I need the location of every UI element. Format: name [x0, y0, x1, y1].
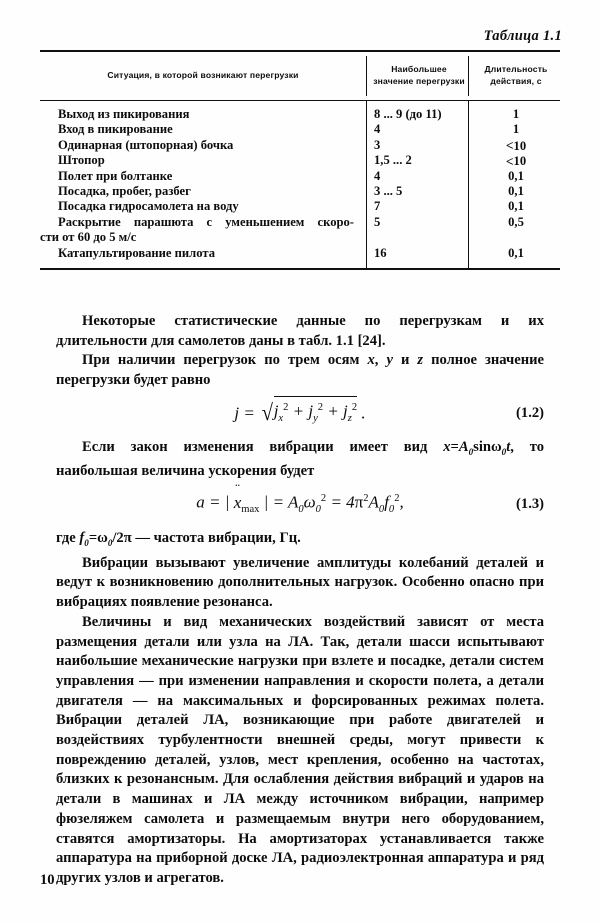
cell-duration: 0,1: [508, 183, 524, 198]
cell-situation: Катапультирование пилота: [58, 245, 216, 260]
radical-sign: √: [261, 400, 274, 426]
page-number: 10: [40, 872, 55, 888]
paragraph-vibration-effects: Вибрации вызывают увеличение амплитуды колебаний деталей и ведут к возникновению дополнительных нагрузок. Особенно опасно при вибрациях появление резонанса.: [56, 554, 544, 611]
table-row: [40, 184, 560, 199]
column-header-situation: Ситуация, в которой возникают перегрузки: [107, 70, 299, 81]
cell-duration: <10: [505, 153, 527, 169]
table-row: [40, 215, 560, 230]
cell-situation: Посадка, пробег, разбег: [58, 183, 191, 198]
table-row: [40, 153, 560, 168]
header-divider-2: [468, 56, 469, 96]
table-row: [40, 169, 560, 184]
cell-duration: 0,1: [508, 245, 524, 260]
table-row: [40, 107, 560, 122]
cell-duration: 0,1: [508, 199, 524, 214]
radical-bar: $j_x^2 + j_y^2 + j_z^2$: [274, 396, 357, 429]
header-divider-1: [366, 56, 367, 96]
paragraph-three-axes: При наличии перегрузок по трем осям x, y и z полное значение перегрузки будет равно: [56, 352, 544, 389]
cell-situation: Одинарная (штопорная) бочка: [58, 137, 234, 152]
cell-situation: Штопор: [58, 153, 105, 168]
formula-1-3-number: (1.3): [516, 496, 544, 513]
table-bottom-rule: [40, 268, 560, 270]
square-root: [259, 398, 357, 431]
column-header-value: Наибольшее значение перегрузки: [373, 64, 465, 86]
cell-value: 5: [374, 214, 381, 229]
paragraph-statistics: Некоторые статистические данные по перегрузкам и их длительности для самолетов даны в табл. 1.1 [24].: [56, 313, 544, 349]
table-caption: Таблица 1.1: [483, 28, 562, 44]
cell-value: 4: [374, 168, 381, 183]
double-dot-accent: ¨ x: [234, 493, 242, 513]
formula-1-2: [56, 398, 544, 432]
cell-value: 3: [374, 137, 381, 152]
cell-duration: 0,5: [508, 214, 524, 229]
table-row: [40, 199, 560, 214]
cell-value: 4: [374, 122, 381, 137]
cell-situation: Посадка гидросамолета на воду: [58, 199, 239, 214]
less-than-symbol: <: [505, 153, 514, 169]
cell-duration: 1: [512, 107, 520, 121]
cell-duration: <10: [505, 138, 527, 154]
formula-1-3-expression: a = | ¨ $x_{max}$ | = $A_0\omega_0^2 = 4\pi^2A_0f_0^2$,: [56, 489, 544, 520]
cell-duration: 0,1: [508, 168, 524, 183]
data-table: [40, 50, 560, 270]
cell-duration: 1: [512, 122, 520, 137]
cell-situation-continued: сти от 60 до 5 м/с: [40, 230, 137, 245]
cell-value: 7: [374, 199, 381, 214]
body-text-column: [56, 312, 544, 889]
paragraph-vibration-law: Если закон изменения вибрации имеет вид $x=A_0\sin\omega_0t$, то наибольшая величина ускорения будет: [56, 438, 545, 480]
cell-situation: Вход в пикирование: [58, 122, 173, 137]
less-than-symbol: <: [505, 138, 514, 154]
cell-value: 1,5 ... 2: [374, 153, 412, 168]
table-body: [40, 101, 560, 268]
paragraph-frequency-note: где $f_0=\omega_0/2\pi$ — частота вибрации, Гц.: [56, 530, 301, 549]
table-header-row: [40, 52, 560, 100]
cell-situation: Полет при болтанке: [58, 168, 173, 183]
cell-value: 16: [374, 245, 387, 260]
table-row: [40, 122, 560, 137]
cell-situation: Раскрытие парашюта с уменьшением скоро-: [58, 214, 354, 229]
formula-1-3: [56, 489, 544, 523]
cell-situation: Выход из пикирования: [58, 107, 190, 121]
column-header-duration: Длительность действия, с: [484, 64, 548, 86]
table-row: [40, 138, 560, 153]
formula-1-2-expression: $j = √j_x^2 + j_y^2 + j_z^2$ .: [56, 398, 544, 431]
paragraph-mechanical-loads: Величины и вид механических воздействий зависят от места размещения детали или узла на ЛА. Так, детали шасси испытывают наибольшие механические нагрузки при взлете и посадке, детали систем управления — при изменении направления и скорости полета, а детали двигателя — на максимальных и форсированных режимах полета. Вибрации деталей ЛА, возникающие при работе двигателей и воздействиях турбулентности внешней среды, могут привести к повреждению деталей, узлов, мест крепления, особенно на частотах, близких к резонансным. Для ослабления действия вибраций и ударов на детали в машинах и ЛА между источником вибрации, например фюзеляжем самолета и размещаемым внутри него оборудованием, ставятся амортизаторы. На амортизаторах устанавливается также аппаратура на приборной доске ЛА, радиоэлектронная аппаратура и ряд других узлов и агрегатов.: [56, 613, 544, 886]
formula-1-2-number: (1.2): [516, 404, 544, 421]
table-row-continuation: [40, 230, 560, 245]
cell-value: 8 ... 9 (до 11): [374, 107, 442, 121]
cell-value: 3 ... 5: [374, 183, 403, 198]
table-row: [40, 246, 560, 261]
